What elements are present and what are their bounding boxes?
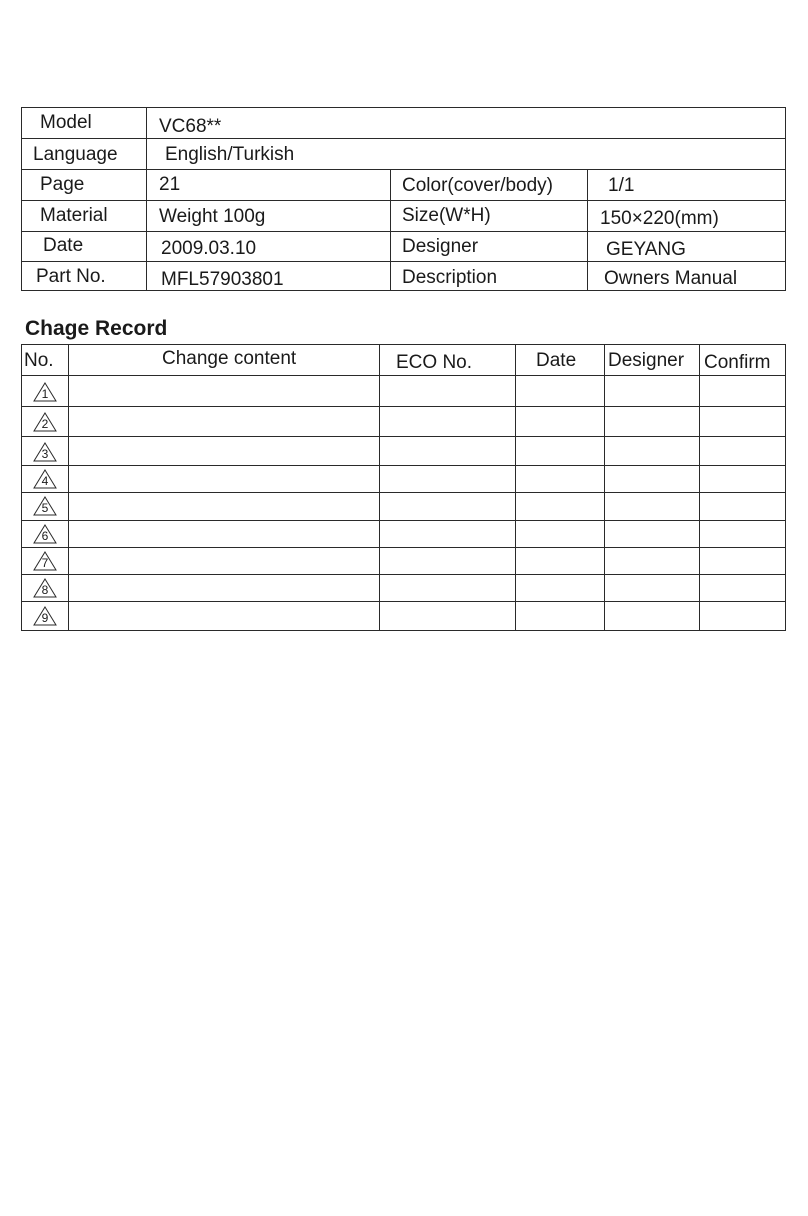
change-row-divider xyxy=(22,436,785,437)
change-row-divider xyxy=(22,574,785,575)
row-number: 3 xyxy=(41,447,49,461)
change-row-divider xyxy=(22,520,785,521)
revision-triangle-icon xyxy=(32,381,58,403)
change-row-divider xyxy=(22,601,785,602)
language-value: English/Turkish xyxy=(165,144,295,165)
change-col-divider xyxy=(515,345,516,630)
spec-row-divider xyxy=(22,261,785,262)
spec-row-divider xyxy=(22,200,785,201)
change-row-divider xyxy=(22,406,785,407)
designer-label: Designer xyxy=(402,236,479,257)
partno-label: Part No. xyxy=(36,266,106,287)
material-label: Material xyxy=(40,205,108,226)
change-row-divider xyxy=(22,375,785,376)
language-label: Language xyxy=(33,144,118,165)
spec-row-divider xyxy=(22,138,785,139)
revision-triangle-icon xyxy=(32,577,58,599)
row-number: 7 xyxy=(41,556,49,570)
page-label: Page xyxy=(40,174,85,195)
color-value: 1/1 xyxy=(608,175,635,196)
change-record-title: Chage Record xyxy=(25,317,168,340)
spec-table xyxy=(21,107,786,291)
revision-triangle-icon xyxy=(32,411,58,433)
change-row-divider xyxy=(22,547,785,548)
change-row-divider xyxy=(22,492,785,493)
row-number: 1 xyxy=(41,387,49,401)
spec-row-divider xyxy=(22,169,785,170)
date-label: Date xyxy=(43,235,84,256)
model-value: VC68** xyxy=(159,116,222,137)
row-number: 8 xyxy=(41,583,49,597)
size-value: 150×220(mm) xyxy=(600,208,719,229)
designer-value: GEYANG xyxy=(606,239,686,260)
spec-col-divider xyxy=(587,169,588,290)
row-number: 2 xyxy=(41,417,49,431)
revision-triangle-icon xyxy=(32,495,58,517)
change-col-divider xyxy=(604,345,605,630)
row-number: 6 xyxy=(41,529,49,543)
material-value: Weight 100g xyxy=(159,206,266,227)
change-col-divider xyxy=(68,345,69,630)
color-label: Color(cover/body) xyxy=(402,175,553,196)
revision-triangle-icon xyxy=(32,468,58,490)
row-number: 5 xyxy=(41,501,49,515)
header-eco-no: ECO No. xyxy=(396,352,473,373)
header-date: Date xyxy=(536,350,577,371)
revision-triangle-icon xyxy=(32,550,58,572)
spec-row-divider xyxy=(22,231,785,232)
date-value: 2009.03.10 xyxy=(161,238,257,259)
row-number: 4 xyxy=(41,474,49,488)
partno-value: MFL57903801 xyxy=(161,269,284,290)
header-no: No. xyxy=(24,350,54,371)
change-col-divider xyxy=(379,345,380,630)
description-value: Owners Manual xyxy=(604,268,738,289)
header-designer: Designer xyxy=(608,350,685,371)
change-record-table xyxy=(21,344,786,631)
revision-triangle-icon xyxy=(32,523,58,545)
model-label: Model xyxy=(40,112,92,133)
size-label: Size(W*H) xyxy=(402,205,491,226)
row-number: 9 xyxy=(41,611,49,625)
revision-triangle-icon xyxy=(32,441,58,463)
revision-triangle-icon xyxy=(32,605,58,627)
spec-col-divider xyxy=(146,108,147,290)
change-row-divider xyxy=(22,465,785,466)
header-change-content: Change content xyxy=(162,348,297,369)
change-col-divider xyxy=(699,345,700,630)
description-label: Description xyxy=(402,267,498,288)
page-value: 21 xyxy=(159,174,181,195)
header-confirm: Confirm xyxy=(704,352,771,373)
spec-col-divider xyxy=(390,169,391,290)
